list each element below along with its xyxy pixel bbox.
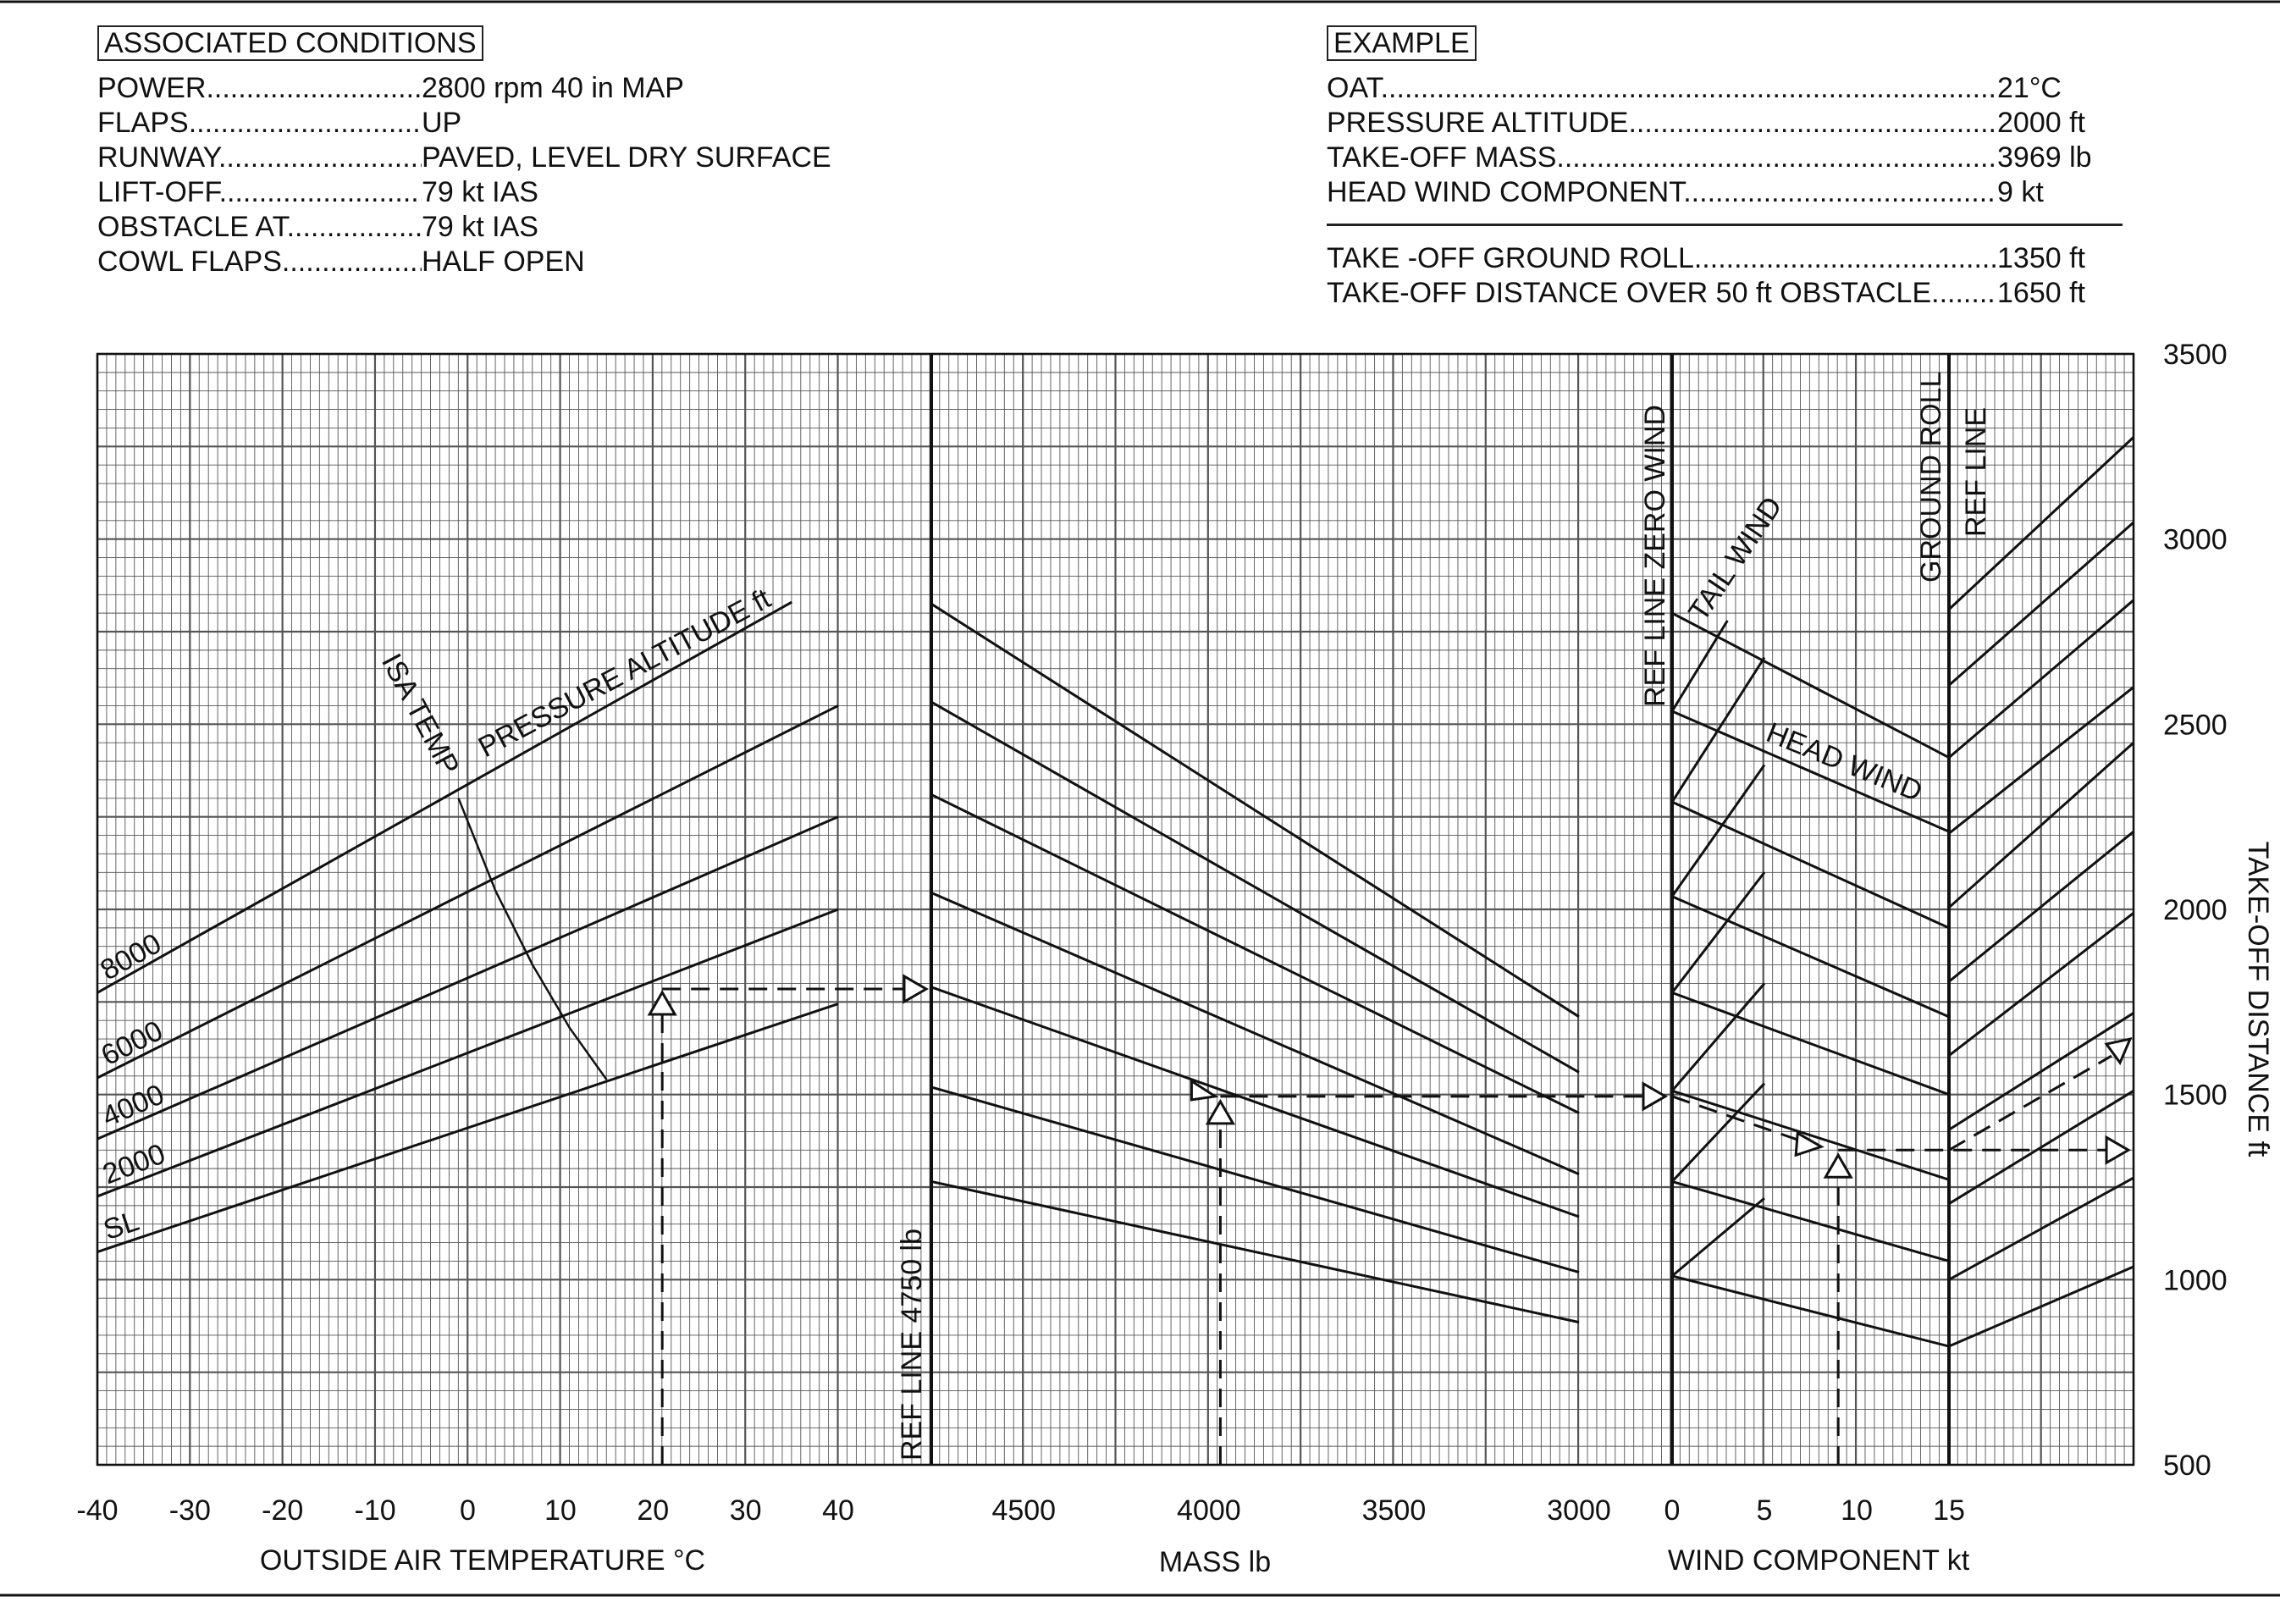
mass-ref-line-label: REF LINE 4750 lb	[896, 1228, 928, 1461]
condition-label: LIFT-OFF .....	[97, 175, 422, 210]
example-arrow	[2106, 1137, 2128, 1163]
mass-tick-label: 3000	[1547, 1494, 1611, 1527]
mass-guide-line	[931, 987, 1579, 1217]
example-title: EXAMPLE	[1327, 25, 1477, 61]
example-input-value: 9 kt	[1997, 176, 2044, 208]
y-tick-label: 3000	[2163, 523, 2228, 556]
mass-guide-line	[931, 1181, 1579, 1322]
y-tick-label: 500	[2163, 1450, 2211, 1482]
mass-tick-label: 3500	[1361, 1494, 1427, 1527]
tail-wind-line	[1672, 1084, 1764, 1182]
y-tick-label: 2500	[2163, 709, 2228, 742]
example-result-label: TAKE-OFF DISTANCE OVER 50 ft OBSTACLE .....	[1327, 276, 1997, 311]
head-wind-label: HEAD WIND	[1762, 716, 1927, 809]
wind-tick-label: 0	[1664, 1494, 1681, 1527]
condition-label: COWL FLAPS .....	[97, 245, 422, 279]
temperature-tick-label: -20	[262, 1494, 304, 1527]
mass-guide-line	[931, 1087, 1579, 1273]
example-result-label: TAKE -OFF GROUND ROLL .....	[1327, 241, 1997, 276]
example-input-label: PRESSURE ALTITUDE .....	[1327, 106, 1997, 141]
zero-wind-ref-label: REF LINE ZERO WIND	[1639, 404, 1671, 707]
condition-value: 79 kt IAS	[422, 211, 538, 243]
tail-wind-label: TAIL WIND	[1682, 490, 1789, 627]
example-result-value: 1650 ft	[1997, 277, 2085, 309]
condition-label: RUNWAY .....	[97, 141, 422, 175]
pressure-altitude-series-label: 6000	[96, 1014, 168, 1073]
wind-tick-label: 5	[1756, 1494, 1773, 1527]
tail-wind-line	[1672, 765, 1764, 896]
mass-tick-label: 4000	[1177, 1494, 1241, 1527]
example-input-label: OAT .....	[1327, 71, 1997, 106]
ground-roll-label: GROUND ROLL	[1915, 371, 1947, 583]
temperature-tick-label: -30	[168, 1494, 211, 1527]
example-input-label: HEAD WIND COMPONENT .....	[1327, 175, 1997, 210]
condition-value: PAVED, LEVEL DRY SURFACE	[422, 141, 831, 174]
temperature-tick-label: -10	[354, 1494, 396, 1527]
mass-axis-label: MASS lb	[1158, 1546, 1272, 1578]
example-input-value: 2000 ft	[1997, 107, 2085, 139]
temperature-tick-label: 20	[637, 1494, 670, 1527]
head-wind-line	[1672, 1181, 1949, 1261]
y-tick-label: 1000	[2163, 1264, 2228, 1297]
example-wind-dashed-line	[1672, 1096, 1813, 1145]
example-arrow	[1207, 1102, 1233, 1124]
temperature-tick-label: 0	[460, 1494, 476, 1527]
pressure-altitude-series-label: SL	[99, 1204, 143, 1247]
tail-wind-line	[1672, 658, 1764, 803]
temperature-tick-label: 30	[729, 1494, 762, 1527]
wind-tick-label: 10	[1841, 1494, 1873, 1527]
isa-temp-label: ISA TEMP	[374, 648, 466, 781]
tail-wind-line	[1672, 621, 1727, 711]
mass-tick-label: 4500	[991, 1494, 1057, 1527]
example-arrow	[1825, 1155, 1851, 1177]
example-input-label: TAKE-OFF MASS .....	[1327, 141, 1997, 175]
wind-tick-label: 15	[1933, 1494, 1965, 1527]
mass-guide-line	[931, 702, 1579, 1072]
temperature-tick-label: -40	[76, 1494, 119, 1527]
y-axis-label: TAKE-OFF DISTANCE ft	[2242, 841, 2274, 1157]
condition-value: UP	[422, 107, 462, 139]
pressure-altitude-label: PRESSURE ALTITUDE ft	[472, 582, 776, 765]
head-wind-line	[1672, 1276, 1949, 1346]
tail-wind-line	[1672, 872, 1764, 992]
tail-wind-line	[1672, 983, 1764, 1091]
condition-value: 79 kt IAS	[422, 176, 538, 208]
condition-label: OBSTACLE AT .....	[97, 210, 422, 245]
temperature-axis-label: OUTSIDE AIR TEMPERATURE °C	[259, 1544, 706, 1577]
y-tick-label: 2000	[2163, 894, 2228, 926]
head-wind-line	[1672, 1091, 1949, 1179]
ground-roll-ref-label: REF LINE	[1960, 406, 1992, 537]
head-wind-line	[1672, 897, 1949, 1017]
pressure-altitude-line	[97, 602, 792, 992]
tail-wind-line	[1672, 1198, 1764, 1276]
y-tick-label: 1500	[2163, 1079, 2228, 1112]
wind-axis-label: WIND COMPONENT kt	[1667, 1544, 1970, 1577]
condition-value: 2800 rpm 40 in MAP	[422, 72, 684, 104]
y-tick-label: 3500	[2163, 339, 2228, 371]
example-result-value: 1350 ft	[1997, 242, 2085, 274]
example-arrow	[2106, 1039, 2130, 1063]
example-input-value: 3969 lb	[1997, 141, 2092, 174]
example-arrow	[1643, 1084, 1665, 1109]
condition-value: HALF OPEN	[422, 246, 585, 278]
pressure-altitude-series-label: 8000	[95, 927, 167, 987]
pressure-altitude-series-label: 2000	[98, 1137, 170, 1191]
example-arrow	[904, 976, 926, 1002]
condition-label: POWER .....	[97, 71, 422, 106]
pressure-altitude-series-label: 4000	[97, 1078, 169, 1134]
condition-label: FLAPS .....	[97, 106, 422, 141]
associated-conditions-title: ASSOCIATED CONDITIONS	[97, 25, 483, 61]
temperature-tick-label: 10	[544, 1494, 577, 1527]
temperature-tick-label: 40	[822, 1494, 854, 1527]
example-input-value: 21°C	[1997, 72, 2062, 104]
